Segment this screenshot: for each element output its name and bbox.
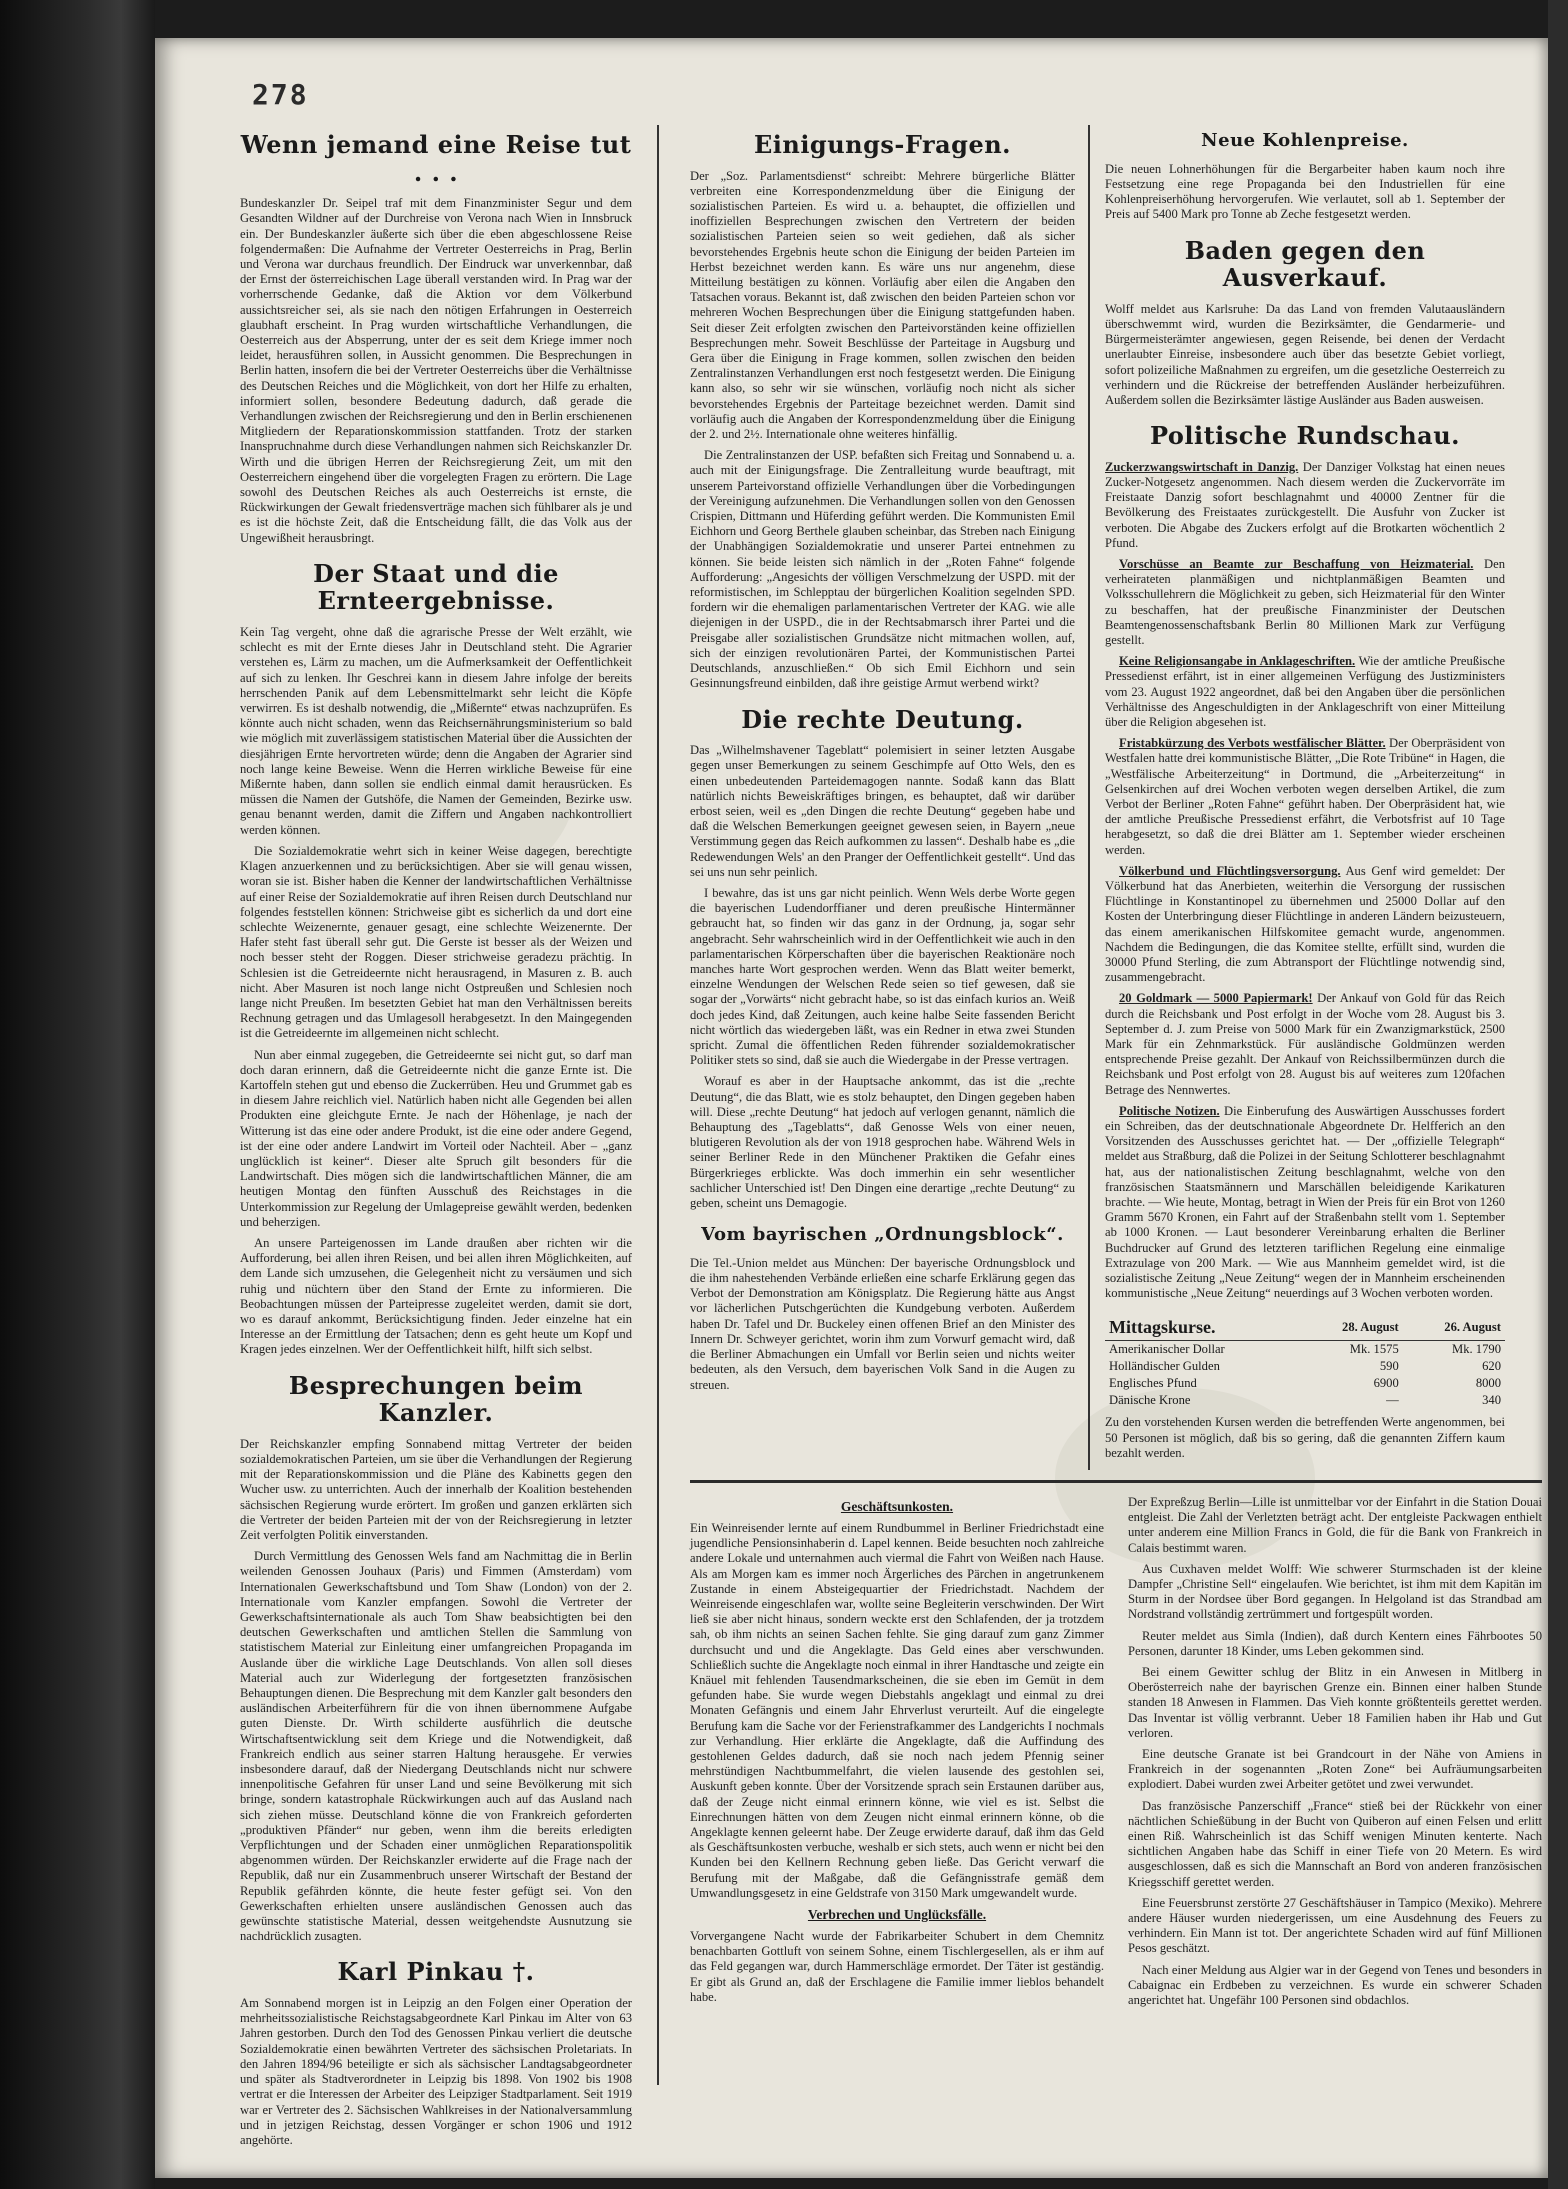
rates-cell-b: 8000	[1475, 1376, 1501, 1391]
paragraph: Worauf es aber in der Hauptsache ankommt, das ist die „rechte Deutung“, die das Blatt, wie es stolz behauptet, den Dingen gegeben haben will. Diese „rechte Deutung“ hat jedoch auf verlogen genannt, nämlich die Behauptung des „Tageblatts“, daß Genosse Wels von einer neuen, blutigeren Revolution als der von 1918 gesprochen habe. Während Wels in seiner Berliner Rede in den Münchener Praktiken die Gefahr eines Bürgerkrieges erblickte. Was doch immerhin ein sehr wesentlicher sachlicher Unterschied ist! Den Dingen eine derartige „rechte Deutung“ zu geben, scheint uns Demagogie.	[690, 1074, 1075, 1210]
rates-col-a: 28. August	[1301, 1315, 1403, 1341]
column-rule-1	[657, 125, 659, 2085]
column-2	[690, 125, 1075, 1465]
rundschau-item-lead: Völkerbund und Flüchtlingsversorgung.	[1119, 863, 1341, 878]
news-item: Aus Cuxhaven meldet Wolff: Wie schwerer Sturmschaden ist der kleine Dampfer „Christine Sell“ eingelaufen. Wie berichtet, ist ihm mit dem Kapitän im Sturm in der Nordsee über Bord gegangen. In Helgoland ist das Strandbad am Nordstrand vollständig zertrümmert und fortgespült worden.	[1128, 1561, 1542, 1622]
rates-cell-b: 620	[1482, 1359, 1501, 1374]
paragraph: Durch Vermittlung des Genossen Wels fand am Nachmittag die in Berlin weilenden Genossen Jouhaux (Paris) und Fimmen (Amsterdam) vom Internationalen Gewerkschaftsbund und Tom Shaw (London) von der 2. Internationale vom Kanzler empfangen. Sowohl die Vertreter der Gewerkschaftsinternationale als auch Tom Shaw beabsichtigten bei den deutschen Gewerkschaften und amtlichen Stellen die Sammlung von statistischem Material zur Einleitung einer umfangreichen Propaganda im Auslande über die wirkliche Lage Deutschlands. Von allen soll dieses Material auch zur Widerlegung der fortgesetzten französischen Behauptungen dienen. Die Besprechung mit dem Kanzler galt besonders den ausländischen Arbeiterführern für die von ihnen übernommene Aufgabe guten Dienste. Dr. Wirth schilderte ausführlich die deutsche Wirtschaftsentwicklung seit dem Kriege und die Notwendigkeit, daß Frankreich endlich aus seiner starren Haltung herausgehe. Er verwies insbesondere darauf, daß der Niedergang Deutschlands nicht nur schwere innenpolitische Gefahren für unser Land und seine Bevölkerung mit sich bringe, sondern katastrophale Rückwirkungen auch auf das Ausland nach sich ziehen müsse. Deutschland könne die von Frankreich geforderten „produktiven Pfänder“ nur geben, wenn ihm die bereits erledigten Verpflichtungen und der Schaden einer unmöglichen Reparationspolitik abgenommen würden. Der Reichskanzler erwiderte auf die Frage nach der Republik, daß nur ein Zusammenbruch unserer Wirtschaft der Bestand der Republik gefährden könnte, die heute fester gefügt sei. Von den Gewerkschaften erhielten unsere ausländischen Genossen auch das gewünschte statistische Material, dessen weitgehendste Ausnutzung sie nachdrücklich zusagten.	[240, 1549, 632, 1944]
headline-ernte: Der Staat und die Ernteergebnisse.	[313, 558, 559, 616]
rundschau-item-text: Den verheirateten planmäßigen und nichtplanmäßigen Beamten und Volksschullehrern die Möglichkeit zu geben, sich Heizmaterial für den Winter zu beschaffen, hat der preußische Finanzminister der Deutschen Beamtengenossenschaftsbank Berlin 80 Millionen Mark zur Verfügung gestellt.	[1105, 556, 1505, 647]
paragraph: Die Tel.-Union meldet aus München: Der bayerische Ordnungsblock und die ihm nahestehenden Verbände erließen eine scharfe Erklärung gegen das Verbot der Demonstration am Königsplatz. Die Regierung hätte aus Angst vor lächerlichen Putschgerüchten die Kundgebung verboten. Außerdem haben Dr. Tafel und Dr. Buckeley einen offenen Brief an den Minister des Innern Dr. Schweyer gerichtet, worin ihm zum Vorwurf gemacht wird, daß die Berliner Abmachungen ein Umfall vor Berlin seien und nichts weiter bedeuten, als den Versuch, dem bayerischen Volk Sand in die Augen zu streuen.	[690, 1255, 1075, 1392]
article-ernte	[240, 560, 632, 1358]
rundschau-item-text: Die Einberufung des Auswärtigen Ausschusses fordert ein Schreiben, das der deutschnationale Abgeordnete Dr. Helfferich an den Vorsitzenden des Ausschusses gerichtet hat. — Der „offizielle Telegraph“ meldet aus Straßburg, daß die Polizei in der Seitung Schlotterer beschlagnahmt hat, aus der nationalistischen Zeitung beschlagnahmt, welche von den französischen Staatsmännern und Marschällen beleidigende Karikaturen brachte. — Wie heute, Montag, betragt in Wien der Preis für ein Brot von 1260 Gramm 5670 Kronen, ein Fahrt auf der Straßenbahn stellt vom 1. September ab 1000 Kronen. — Laut besonderer Vereinbarung erhalten die Berliner Buchdrucker auf Grund des letzteren tariflichen Regelung eine einmalige Extrazulage von 200 Mark. — Wie aus Mannheim gemeldet wird, ist die sozialistische Zeitung „Neue Zeitung“ wegen der in Mannheim erscheinenden kommunistische „Neue Zeitung“ neuerdings auf 3 Wochen verboten worden.	[1105, 1103, 1505, 1301]
rundschau-item-text: Der Oberpräsident von Westfalen hatte drei kommunistische Blätter, „Die Rote Tribüne“ in Hagen, die „Westfälische Arbeiterzeitung“ in Dortmund, die „Arbeiterzeitung“ in Gelsenkirchen auf drei Wochen verboten wegen derselben Artikel, die zum Verbot der Berliner „Roten Fahne“ geführt haben. Der Oberpräsident hat, wie der amtliche Preußische Pressedienst erfährt, die Verbotsfrist auf 10 Tage herabgesetzt, so daß die drei Blätter am 1. September wieder erscheinen werden.	[1105, 736, 1506, 857]
rundschau-item-lead: Keine Religionsangabe in Anklageschriften.	[1119, 654, 1356, 669]
book-binding	[0, 0, 155, 2189]
headline-kanzler: Besprechungen beim Kanzler.	[288, 1370, 584, 1428]
column-3	[1105, 125, 1506, 1460]
bottom-right-column	[1128, 1495, 1542, 2014]
rundschau-item	[1105, 736, 1505, 858]
article-pinkau	[240, 1958, 632, 2148]
news-item: Nach einer Meldung aus Algier war in der Gegend von Tenes und besonders in Cabaignac ein Erdbeben zu verzeichnen. Es wurde ein schwerer Schaden angerichtet hat. Ungefähr 100 Personen sind obdachlos.	[1128, 1962, 1542, 2008]
section-rule-bottom	[690, 1480, 1542, 1483]
paragraph: Am Sonnabend morgen ist in Leipzig an den Folgen einer Operation der mehrheitssozialistische Reichstagsabgeordnete Karl Pinkau im Alter von 63 Jahren gestorben. Durch den Tod des Genossen Pinkau verliert die deutsche Sozialdemokratie einen bewährten Vertreter des sächsischen Proletariats. In den Jahren 1894/96 beteiligte er sich als sächsischer Landtagsabgeordneter und später als Stadtverordneter in Leipzig bis 1898. Von 1902 bis 1908 vertrat er die Interessen der Arbeiter des Leipziger Stadtparlament. Seit 1919 war er Vertreter des 2. Sächsischen Wahlkreises in der Nationalversammlung und in jetzigen Reichstag, dessen Vorgänger er schon 1906 und 1912 angehörte.	[240, 1996, 632, 2147]
headline-kohlenpreise: Neue Kohlenpreise.	[1201, 130, 1409, 151]
rundschau-item-lead: 20 Goldmark — 5000 Papiermark!	[1119, 991, 1313, 1006]
rundschau-item-text: Der Danziger Volkstag hat einen neues Zucker-Notgesetz angenommen. Nach diesem werden die Zuckervorräte im Freistaate Danzig sofort beschlagnahmt und 40000 Zentner für die Bevölkerung des Freistaates zurückgestellt. Die Ausfuhr von Zucker ist verboten. Die Abgabe des Zuckers erfolgt auf die Brotkarten wöchentlich 2 Pfund.	[1105, 459, 1505, 550]
rundschau-item-text: Der Ankauf von Gold für das Reich durch die Reichsbank und Post erfolgt in der Woche vom 28. August bis 3. September d. J. zum Preise von 5000 Mark für ein Zwanzigmarkstück, 2500 Mark für ein Zehnmarkstück. Für ausländische Goldmünzen werden entsprechende Preise gezahlt. Der Ankauf von Reichssilbermünzen durch die Reichsbank und Post erfolgt von 28. August bis auf weiteres zum 120fachen Betrage des Nennwertes.	[1105, 991, 1505, 1097]
rates-table	[1105, 1315, 1505, 1409]
news-item: Eine deutsche Granate ist bei Grandcourt in der Nähe von Amiens in Frankreich in der sogenannten „Roten Zone“ bei Aufräumungsarbeiten explodiert. Dabei wurden zwei Arbeiter getötet und zwei verwundet.	[1128, 1747, 1542, 1792]
subheadline-geschaeftsunkosten: Geschäftsunkosten.	[840, 1499, 954, 1514]
section-mittagskurse	[1105, 1315, 1505, 1461]
headline-pinkau: Karl Pinkau †.	[337, 1957, 535, 1987]
paragraph: Vorvergangene Nacht wurde der Fabrikarbeiter Schubert in dem Chemnitz benachbarten Gottluft von seinem Sohne, einem Tischlergesellen, als er ihm auf das Feld gegangen war, durch Hammerschläge ermordet. Der Täter ist geständig. Er gibt als Grund an, daß der Erschlagene die Familie immer lieblos behandelt habe.	[690, 1929, 1104, 2004]
article-ordnungsblock	[690, 1225, 1075, 1393]
rates-cell-a: 590	[1379, 1359, 1399, 1374]
page-edge	[1548, 0, 1568, 2189]
news-item: Das französische Panzerschiff „France“ stieß bei der Rückkehr von einer nächtlichen Schießübung in der Bucht von Quiberon auf einen Felsen und erlitt einen Riß. Wahrscheinlich ist das Schiff wenigen Minuten kenterte. Nach sichtlichen Angaben habe das Schiff in einer Tiefe von 20 Metern. Es wird ausgeschlossen, daß es sich die Mannschaft an Bord von anderen französischen Kriegsschiff gerettet werden.	[1128, 1798, 1542, 1889]
headline-rundschau: Politische Rundschau.	[1149, 421, 1461, 451]
rates-cell-a: —	[1386, 1393, 1399, 1408]
rates-cell-name: Amerikanischer Dollar	[1109, 1342, 1225, 1357]
paragraph: Der „Soz. Parlamentsdienst“ schreibt: Mehrere bürgerliche Blätter verbreiten eine Korrespondenzmeldung über die Einigung der sozialistischen Parteien. Es wird u. a. behauptet, die offiziellen und inoffiziellen Besprechungen zwischen den Vertretern der beiden sozialistischen Parteien seien so weit gediehen, daß als sicher bevorstehendes Ergebnis heute schon die Einigung der beiden Parteien im Herbst bezeichnet werden kann. Es wäre uns nur angenehm, diese Mitteilung bestätigen zu können. Vorläufig aber eilen die Angaben den Tatsachen voraus. Bekannt ist, daß zwischen den beiden Parteien schon vor mehreren Wochen Besprechungen über die Einigung stattgefunden haben. Seit dieser Zeit erfolgten zwischen den Parteivorständen keine offiziellen Besprechungen mehr. Soweit Beschlüsse der Parteitage in Augsburg und Gera über die Einigung in Frage kommen, sollen zwischen den beiden Zentralinstanzen Verhandlungen erst noch festgesetzt werden. Die Einigung kann also, so sehr wir sie wünschen, vorläufig noch nicht als sicher bevorstehendes Ergebnis der Parteitage bezeichnet werden. Damit sind vorläufig auch die Angaben der Korrespondenzmeldung über die Einigung der 2. und 2½. Internationale ohne weiteres hinfällig.	[690, 168, 1075, 442]
headline-ordnungsblock: Vom bayrischen „Ordnungsblock“.	[701, 1224, 1064, 1246]
bottom-section	[690, 1495, 1542, 2085]
paragraph: Ein Weinreisender lernte auf einem Rundbummel in Berliner Friedrichstadt eine jugendliche Pensionsinhaberin d. Lapel kennen. Beide besuchten noch zahlreiche andere Lokale und unternahmen auch viermal die Fahrt von Weißen nach Hause. Als am Morgen kam es immer noch Ärgerliches des Pärchen in angetrunkenem Zustande in einem Absteigequartier der Friedrichstadt. Nachdem der Weinreisende eingeschlafen war, wollte seine Begleiterin verschwinden. Der Wirt ließ sie aber nicht hinaus, sondern weckte erst den Schlafenden, der ja trotzdem sah, ob ihm nichts an seinen Sachen fehlte. Sie ging darauf zum ganz Zimmer durchsucht und und die Angeklagte. Das Geld eines aber verschwunden. Schließlich suchte die Angeklagte noch einmal in ihrer Handtasche und zeigte ein Knäuel mit fehlenden Tausendmarkscheinen, die sie eben im Gemüt in dem gefunden habe. Sie wurde wegen Diebstahls angeklagt und einmal zu drei Monaten Gefängnis und einem Jahr Ehrverlust verurteilt. Auf die eingelegte Berufung kam die Sache vor der Ferienstrafkammer des Landgerichts I nochmals zur Verhandlung. Hier erklärte die Angeklagte, daß die Auffindung des gestohlenen Geldes dadurch, daß sie noch nach jedem Pfennig seiner mehrstündigen Nachtbummelfahrt, die vielen lausende des gestohlen sei, Auskunft geben konnte. Über der Vorsitzende sprach sein Erstaunen darüber aus, daß der Zeuge nicht einmal erinnern könne, wie viel es ist. Selbst die Einrechnungen hätten von dem Zeugen nicht einmal erinnern könne, ob die Angeklagte kennen geleernt habe. Der Zeuge erwiderte darauf, daß ihm das Geld als Geschäftsunkosten verbuche, weshalb er sich stets, auch wenn er nicht bei den Kunden bei den Kellnern Rechnung geben ließe. Das Gericht verwarf die Berufung mit der Maßgabe, daß die Gefängnisstrafe gemäß dem Umwandlungsgesetz in eine Geldstrafe von 3150 Mark umgewandelt wurde.	[690, 1521, 1104, 1900]
rates-title: Mittagskurse.	[1105, 1315, 1301, 1341]
headline-einigung: Einigungs-Fragen.	[753, 130, 1012, 159]
article-kanzler	[240, 1372, 632, 1945]
news-item: Eine Feuersbrunst zerstörte 27 Geschäftshäuser in Tampico (Mexiko). Mehrere andere Häuser wurden niedergerissen, um eine Ausdehnung des Feuers zu verhindern. Ein Mann ist tot. Der angerichtete Schaden wird auf fünf Millionen Pesos geschätzt.	[1128, 1895, 1542, 1956]
news-item: Reuter meldet aus Simla (Indien), daß durch Kentern eines Fährbootes 50 Personen, darunter 18 Kinder, ums Leben gekommen sind.	[1128, 1628, 1542, 1658]
paragraph: Nun aber einmal zugegeben, die Getreideernte sei nicht gut, so darf man doch daran erinnern, daß die Getreideernte nicht die ganze Ernte ist. Die Kartoffeln stehen gut und ebenso die Zuckerrüben. Heu und Grummet gab es in diesem Jahre reichlich viel. Natürlich haben nicht alle Gegenden bei allen Produkten eine gleichgute Ernte. Je nach der Höhenlage, je nach der Witterung ist das eine oder andere Produkt, ist die eine oder andere Gegend, ist der eine oder andere Landwirt im Vorteil oder Nachteil. Aber – „ganz unglücklich ist keiner“. Dieser alte Spruch gilt besonders für die Landwirtschaft. Dies mögen sich die landwirtschaftlichen Männer, die am heutigen Montag den fünften Ausschuß des Reichstages in die Unterkommission zur Regelung der Umlagepreise gewählt werden, bedenken und beherzigen.	[240, 1047, 632, 1229]
paragraph: Die Zentralinstanzen der USP. befaßten sich Freitag und Sonnabend u. a. auch mit der Einigungsfrage. Die Zentralleitung wurde beauftragt, mit unserem Parteivorstand offizielle Verhandlungen über die Vorbedingungen der Vereinigung aufzunehmen. Die Verhandlungen sollen von den Genossen Crispien, Dittmann und Hüferding geführt werden. Die Kommunisten Emil Eichhorn und Georg Berthele glauben scheinbar, das Streben nach Einigung der Unabhängigen Sozialdemokratie und unserer Partei entnehmen zu können. Sie beide leisten sich nämlich in der „Roten Fahne“ folgende Aufforderung: „Angesichts der völligen Verschmelzung der USPD. mit der reformistischen, im Schlepptau der bürgerlichen Koalition segelnden SPD. fordern wir die ehemaligen parlamentarischen Vertreter der KAG. wie alle diejenigen in der USPD., die in der Rechtsabmarsch ihrer Partei und die Preisgabe aller sozialistischen Grundsätze nicht mitmachen wollen, auf, sich der einzigen revolutionären Partei, der Kommunistischen Partei Deutschlands, anzuschließen.“ Ob sich Emil Eichhorn und sein Gesinnungsfreund einbilden, daß ihre geistige Armut werbend wirkt?	[690, 448, 1075, 691]
rundschau-item-lead: Vorschüsse an Beamte zur Beschaffung von Heizmaterial.	[1119, 556, 1474, 571]
rates-cell-a: Mk. 1575	[1349, 1342, 1399, 1357]
headline-deutung: Die rechte Deutung.	[741, 704, 1024, 734]
rundschau-item	[1105, 991, 1505, 1097]
article-reise	[240, 131, 632, 546]
rates-cell-name: Holländischer Gulden	[1109, 1359, 1220, 1374]
column-1	[240, 125, 632, 2147]
article-baden	[1105, 237, 1505, 409]
subheadline-verbrechen: Verbrechen und Unglücksfälle.	[807, 1907, 987, 1923]
paragraph: I bewahre, das ist uns gar nicht peinlich. Wenn Wels derbe Worte gegen die bayerischen Ludendorffianer und deren preußische Hintermänner gebraucht hat, so finden wir das ganz in der Ordnung, ja, sogar sehr angebracht. Sehr wahrscheinlich wird in der Oeffentlichkeit wie auch in den parlamentarischen Körperschaften über die bayerischen Reaktionäre noch manches harte Wort gesprochen werden. Wenn das Blatt weiter bemerkt, einzelne Wendungen der Welschen Rede seien so tief gewesen, daß sie sogar der „Vorwärts“ nicht gebracht habe, so ist das einfach kurios an. Weiß doch jedes Kind, daß Zeitungen, auch keine halbe Seite fassenden Bericht nicht wörtlich das wiedergeben läßt, was ein Redner in etwa zwei Stunden spricht. Zumal die öffentlichen Reden führender sozialdemokratischer Politiker stets so sind, daß sie auch die Wiedergabe in der Presse vertragen.	[690, 885, 1075, 1068]
rates-cell-name: Dänische Krone	[1109, 1393, 1191, 1408]
rundschau-item	[1105, 557, 1505, 648]
article-deutung	[690, 706, 1075, 1212]
rates-note: Zu den vorstehenden Kursen werden die betreffenden Werte angenommen, bei 50 Personen ist möglich, daß bis so gering, daß die genannten Ziffern kaum bezahlt werden.	[1105, 1415, 1505, 1460]
paragraph: Bundeskanzler Dr. Seipel traf mit dem Finanzminister Segur und dem Gesandten Wildner auf der Durchreise von Verona nach Wien in Innsbruck ein. Der Bundeskanzler äußerte sich über die eben abgeschlossene Reise folgendermaßen: Die Aufnahme der Vertreter Oesterreichs in Prag, Berlin und Verona war durchaus freundlich. Der Eindruck war unverkennbar, daß der Ernst der österreichischen Lage überall verstanden wird. In Prag war der vorherrschende Gedanke, daß die Aktion vor dem Völkerbund aussichtsreicher sei, als sie nach den nötigen Erfahrungen in Oesterreich glaubhaft erscheint. In Prag wurden wirtschaftliche Verhandlungen, die Oesterreich aus der Absperrung, unter der es seit dem Kriege immer noch leidet, herausführen sollen, in Aussicht genommen. Die Besprechungen in Berlin hatten, insofern die bei der Vertreter Oesterreichs über die Verhältnisse des Deutschen Reiches und die Möglichkeit, von dort her Hilfe zu erhalten, informiert sollen, besondere Bedeutung dadurch, daß gerade die Verhandlungen zwischen der Reichsregierung und den in Berlin erschienenen Mitgliedern der Reparationskommission stattfanden. Trotz der starken Inanspruchnahme durch diese Verhandlungen nahmen sich Reichskanzler Dr. Wirth und die übrigen Herren der Reichsregierung Zeit, um mit den Oesterreichern eingehend über die vorgelegten Fragen zu erörtern. Die Lage sowohl des Deutschen Reiches als auch Oesterreichs ist ernste, die Rückwirkungen der Gewalt friedensverträge machen sich fühlbarer als je und es ist die höchste Zeit, daß die Entscheidung fällt, die das Volk aus der Ungewißheit herausbringt.	[240, 196, 632, 545]
paragraph: Wolff meldet aus Karlsruhe: Da das Land von fremden Valutaausländern überschwemmt wird, wurden die Bezirksämter, die Gendarmerie- und Bürgermeisterämter angewiesen, gegen Reisende, bei denen der Verdacht unerlaubter Einreise, insbesondere auch über das besetzte Gebiet vorliegt, sofort polizeiliche Maßnahmen zu ergreifen, um die gesetzliche Oesterreich zu verhindern und die Rückreise der betreffenden Ausländer herbeizuführen. Außerdem sollen die Bezirksämter lästige Ausländer aus Baden ausweisen.	[1105, 301, 1505, 407]
news-item: Bei einem Gewitter schlug der Blitz in ein Anwesen in Mitlberg in Oberösterreich nahe der bayrischen Grenze ein. Binnen einer halben Stunde standen 18 Anwesen in Flammen. Das Vieh konnte größtenteils gerettet werden. Das Inventar ist völlig verbrannt. Ueber 18 Familien haben ihr Hab und Gut verloren.	[1128, 1665, 1542, 1740]
paragraph: Das „Wilhelmshavener Tageblatt“ polemisiert in seiner letzten Ausgabe gegen unser Bemerkungen zu seinem Geschimpfe auf Otto Wels, den es einen unbedeutenden Parteidemagogen nannte. Sodaß kann das Blatt natürlich nichts Beweiskräftiges bringen, es behauptet, daß wir darüber erbost seien, weil es „den Dingen die rechte Deutung“ gegeben habe und daß die Welschen Bemerkungen geeignet gewesen seien, in Bayern „neue Verstimmung gegen das Reich aufkommen zu lassen“. Deshalb habe es „die Redewendungen Wels' an den Pranger der Oeffentlichkeit gestellt“. Und das sei uns nun sehr peinlich.	[690, 743, 1075, 879]
bottom-left-column	[690, 1495, 1104, 2014]
paragraph: An unsere Parteigenossen im Lande draußen aber richten wir die Aufforderung, bei allen ihren Reisen, und bei allen ihren Möglichkeiten, auf dem Lande sich umzusehen, die Gelegenheit nicht zu versäumen und sich ruhig und nüchtern über den Stand der Ernte zu informieren. Die Beobachtungen müssen der Parteipresse zugeleitet werden, damit sie dort, wo es darauf ankommt, Berücksichtigung finden. Jeder einzelne hat ein Interesse an der Ermittlung der Tatsachen; denn es geht heute um Kopf und Kragen jedes einzelnen. Wer der Oeffentlichkeit hilft, hilft sich selbst.	[240, 1235, 632, 1357]
paragraph: Der Reichskanzler empfing Sonnabend mittag Vertreter der beiden sozialdemokratischen Parteien, um sie über die Verhandlungen der Regierung mit der Reparationskommission und die Pläne des Kabinetts gegen den Wucher usw. zu unterrichten. Auch der innerhalb der Koalition bestehenden sächsischen Regierung wurde erörtert. Im großen und ganzen erklärten sich die Vertreter der beiden Parteien mit der von der Reichsregierung in letzter Zeit verfolgten Politik einverstanden.	[240, 1436, 632, 1542]
rates-row	[1105, 1358, 1505, 1375]
rates-row	[1105, 1392, 1505, 1409]
rundschau-item	[1105, 864, 1505, 986]
paragraph: Kein Tag vergeht, ohne daß die agrarische Presse der Welt erzählt, wie schlecht es mit der Ernte dieses Jahr in Deutschland steht. Die Agrarier verstehen es, Lärm zu machen, um die Aufmerksamkeit der Oeffentlichkeit auf sich zu lenken. Ihr Geschrei kann in diesem Jahre infolge der bereits herrschenden Panik auf dem Lebensmittelmarkt sehr leicht die Köpfe verwirren. Es ist deshalb notwendig, die „Mißernte“ etwas nachzuprüfen. Es könnte auch nicht schaden, wenn das Reichsernährungsministerium so bald wie möglich mit zuverlässigem statistischen Material über die Aussichten der diesjährigen Ernte hervortreten würde; denn die Angaben der Agrarier sind noch lange keine Beweise. Wenn die Herren wirkliche Beweise für eine Mißernte haben, dann sollen sie endlich einmal damit herausrücken. Es müssen die Namen der Gutshöfe, die Namen der Gemeinden, Bezirke usw. genau benannt werden, damit die Ziffern und Angaben nachkontrolliert werden können.	[240, 625, 632, 837]
news-item: Der Expreßzug Berlin—Lille ist unmittelbar vor der Einfahrt in die Station Douai entgleist. Die Zahl der Verletzten beträgt acht. Der entgleiste Packwagen enthielt unter anderem eine Million Francs in Gold, die für die Bank von Frankreich in Calais bestimmt waren.	[1128, 1495, 1542, 1555]
rundschau-item-lead: Politische Notizen.	[1119, 1103, 1220, 1118]
rates-cell-name: Englisches Pfund	[1109, 1376, 1197, 1391]
rundschau-item-text: Wie der amtliche Preußische Pressedienst erfährt, ist in einer allgemeinen Verfügung des Justizministers vom 23. August 1922 angeordnet, daß bei den Angaben über die persönlichen Verhältnisse des Angeschuldigten in der Anklageschrift von einer Mitteilung über die Religion abgesehen ist.	[1105, 654, 1505, 729]
rundschau-list	[1105, 460, 1505, 1302]
page-number: 278	[252, 78, 309, 111]
headline-reise: Wenn jemand eine Reise tut . . .	[240, 130, 632, 187]
rates-cell-a: 6900	[1373, 1376, 1399, 1391]
rundschau-item	[1105, 460, 1505, 551]
headline-baden: Baden gegen den Ausverkauf.	[1184, 235, 1426, 293]
section-rundschau	[1105, 422, 1505, 1301]
rundschau-item-text: Aus Genf wird gemeldet: Der Völkerbund hat das Anerbieten, weiterhin die Versorgung der russischen Flüchtlinge in Konstantinopel zu übernehmen und 25000 Dollar auf den Kosten der Unterbringung dieser Flüchtlinge in anderen Ländern beizusteuern, das einem amerikanischen Hilfskomitee gemacht wurde, angenommen. Nachdem die Bedingungen, die das Komitee stellte, erfüllt sind, wurden die 30000 Pfund Sterling, die zum Abtransport der Flüchtlinge notwendig sind, zusammengebracht.	[1105, 863, 1505, 985]
paragraph: Die neuen Lohnerhöhungen für die Bergarbeiter haben kaum noch ihre Festsetzung eine rege Propaganda bei den Industriellen für eine Kohlenpreiserhöhung hervorgerufen. Wie verlautet, soll ab 1. September der Preis auf 5400 Mark pro Tonne ab Zeche festgesetzt werden.	[1105, 161, 1505, 222]
article-kohlenpreise	[1105, 131, 1505, 223]
rates-col-b: 26. August	[1403, 1315, 1505, 1341]
rates-cell-b: Mk. 1790	[1452, 1342, 1501, 1357]
rundschau-item-lead: Fristabkürzung des Verbots westfälischer Blätter.	[1119, 736, 1386, 751]
rundschau-item	[1105, 654, 1505, 730]
rundschau-item-lead: Zuckerzwangswirtschaft in Danzig.	[1105, 459, 1299, 474]
rates-cell-b: 340	[1482, 1393, 1501, 1408]
rundschau-item	[1105, 1104, 1505, 1302]
rates-row	[1105, 1375, 1505, 1392]
rates-row	[1105, 1341, 1505, 1359]
column-rule-2	[1088, 125, 1090, 1470]
paragraph: Die Sozialdemokratie wehrt sich in keiner Weise dagegen, berechtigte Klagen anzuerkennen und zu berücksichtigen. Aber sie will genau wissen, woran sie ist. Bisher haben die Kenner der landwirtschaftlichen Verhältnisse auf einer Reise der Sozialdemokratie auf ihren Reisen durch Deutschland nur folgendes feststellen können: Strichweise gibt es sicherlich da und dort eine schlechte Weizenernte, genauer gesagt, eine schlechte Weizenernte. Der Hafer steht fast überall sehr gut. Die Gerste ist besser als der Weizen und noch besser steht der Roggen. Dieser strichweise geradezu prächtig. In Schlesien ist die Getreideernte nicht herausragend, in Masuren z. B. auch nicht. Aber Masuren ist noch lange nicht Ostpreußen und Schlesien noch lange nicht Preußen. Im besetzten Gebiet hat man den Verhältnissen bereits Rechnung getragen und das Umlagesoll herabgesetzt. In den Maingegenden ist die Getreideernte im allgemeinen nicht schlecht.	[240, 843, 632, 1041]
article-einigung	[690, 131, 1075, 692]
